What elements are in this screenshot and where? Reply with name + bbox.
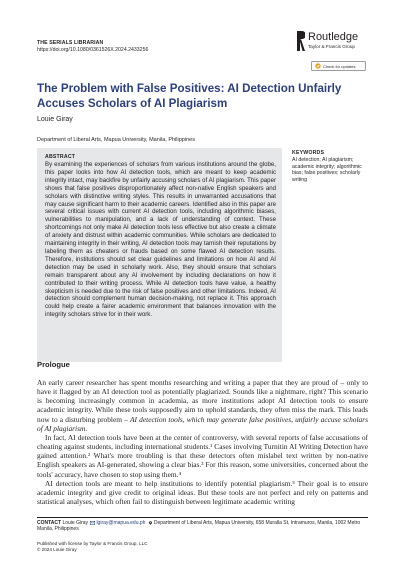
author-affiliation: Department of Liberal Arts, Mapua University, Manila, Philippines <box>37 137 195 143</box>
author-name[interactable]: Louie Giray <box>37 116 73 123</box>
contact-label: CONTACT <box>37 520 62 526</box>
routledge-r-logo-icon <box>297 31 305 51</box>
abstract-box <box>37 148 282 362</box>
location-icon <box>148 521 153 525</box>
publisher-name: Routledge <box>308 31 359 43</box>
footer-divider <box>37 517 368 518</box>
body-paragraph-1 <box>37 378 368 433</box>
contact-email-link[interactable]: lgiray@mapua.edu.ph <box>96 520 146 526</box>
keywords-block <box>292 150 370 184</box>
check-updates-icon <box>315 63 321 69</box>
check-for-updates-label: Check for updates <box>323 63 356 69</box>
article-body <box>37 377 368 506</box>
body-paragraph-3: AI detection tools are meant to help institutions to identify potential plagiarism.⁵ Their goal is to ensure academic integrity and give credit to original ideas. But these tools are not perfect and rely on patterns and statistical analyses, which often fail to distinguish between legitimate academic writing <box>37 478 368 507</box>
body-paragraph-1-emphasis: AI detection tools, which may generate false positives, unfairly accuse scholars of AI plagiarism. <box>37 414 368 433</box>
running-header <box>37 40 148 54</box>
copyright-notice: © 2024 Louie Giray <box>37 547 77 552</box>
article-title: The Problem with False Positives: AI Detection Unfairly Accuses Scholars of AI Plagiarism <box>37 82 342 110</box>
body-paragraph-1-text: An early career researcher has spent months researching and writing a paper that they are proud of – only to have it flagged by an AI detection tool as potentially plagiarized. Sounds like a nightmare, right? This scenario is becoming increasingly common in academia, as more institutions adopt AI detection tools to ensure academic integrity. While these tools supposedly aim to uphold standards, they often miss the mark. This leads now to a disturbing problem – <box>37 378 368 424</box>
section-heading-prologue: Prologue <box>37 360 70 369</box>
contact-footer <box>37 520 368 533</box>
license-notice <box>37 541 147 553</box>
keywords-text: AI detection; AI plagiarism; academic integrity; algorithmic bias; false positives; scholarly writing <box>292 156 362 184</box>
check-for-updates-button[interactable] <box>311 61 366 71</box>
publisher-brand[interactable] <box>297 30 367 56</box>
abstract-heading: ABSTRACT <box>45 154 76 160</box>
published-license: Published with license by Taylor & Francis Group, LLC <box>37 541 148 546</box>
abstract-text: By examining the experiences of scholars from various institutions around the globe, this paper looks into how AI detection tools, which are meant to keep academic integrity intact, may backfire by unfairly accusing scholars of AI plagiarism. This paper shows that false positives disproportionately affect non-native English speakers and scholars with distinctive writing styles. This results in unwarranted accusations that may cause significant harm to their academic careers. Identified also in this paper are several critical issues with current AI detection tools, including algorithmic biases, vulnerabilities to manipulation, and a lack of understanding of context. These shortcomings not only make AI detection tools less effective but also create a climate of anxiety and distrust within academic communities. While scholars are dedicated to maintaining integrity in their writing, AI detection tools may tarnish their reputations by labeling them as cheaters or frauds based on some flawed AI detection results. Therefore, institutions should set clear guidelines and limitations on how AI and AI detection may be used in scholarly work. Also, they should ensure that scholars remain transparent about any AI involvement by including declarations on how it contributed to their writing process. While AI detection tools have value, a healthy skepticism is needed due to the risk of false positives and other limitations. Indeed, AI detection should complement human decision-making, not replace it. This approach could help create a fairer academic environment that balances innovation with the integrity scholars strive for in their work. <box>45 161 276 319</box>
keywords-heading: KEYWORDS <box>292 150 325 156</box>
envelope-icon <box>90 521 95 525</box>
publisher-subtitle: Taylor & Francis Group <box>308 44 355 49</box>
journal-name: THE SERIALS LIBRARIAN <box>37 40 104 46</box>
doi-link[interactable]: https://doi.org/10.1080/0361526X.2024.2433256 <box>37 47 149 53</box>
body-paragraph-2: In fact, AI detection tools have been at the center of controversy, with several reports of false accusations of cheating against students, including international students.¹ Cases involving Turnitin AI Writing Detection have gained attention.² What's more troubling is that these detectors often mislabel text written by non-native English speakers as AI-generated, showing a clear bias.³ For this reason, some universities, concerned about the tools' accuracy, have chosen to stop using them.⁴ <box>37 432 368 479</box>
contact-name: Louie Giray <box>62 520 89 526</box>
contact-address: Department of Liberal Arts, Mapua University, 658 Muralla St, Intramuros, Manila, 1002 Metro Manila, Philippines <box>37 520 361 533</box>
